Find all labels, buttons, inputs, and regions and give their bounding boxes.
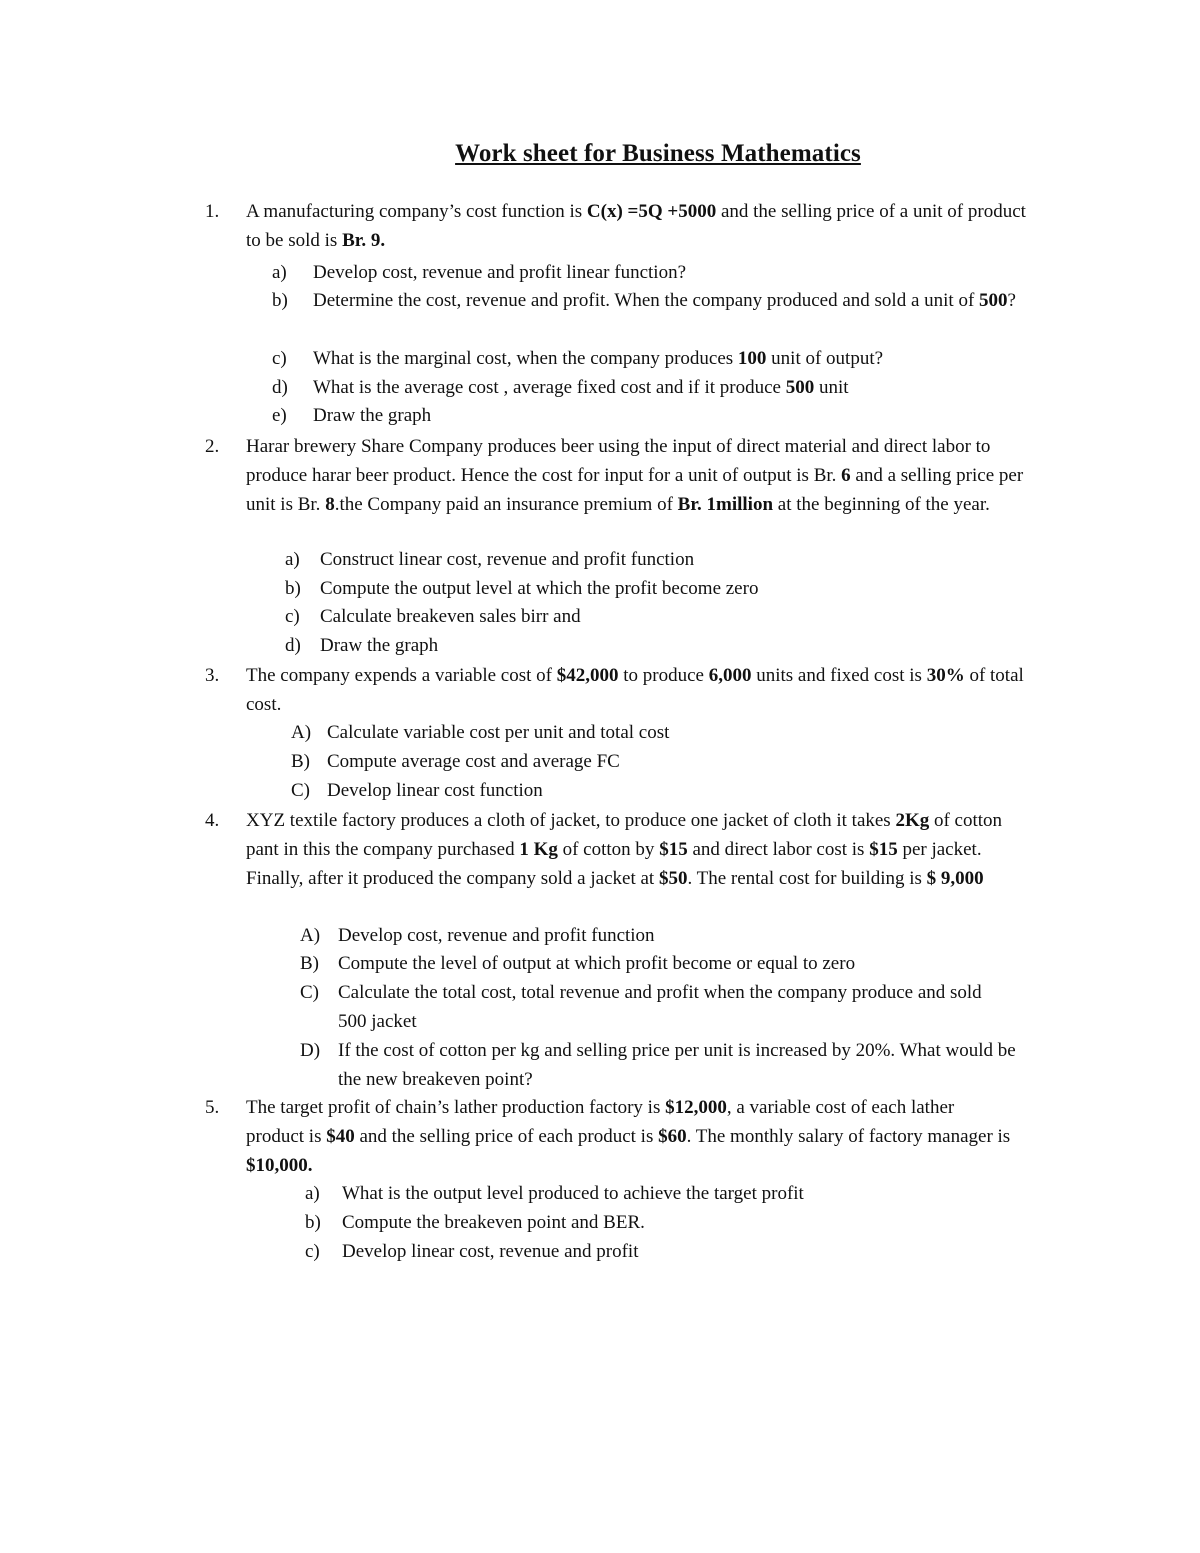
text-run: Determine the cost, revenue and profit. When the company produced and sold a unit of bbox=[313, 290, 980, 311]
sub-label: A) bbox=[300, 925, 321, 946]
text-run: per jacket. Finally, after it produced the company sold a jacket at bbox=[246, 839, 982, 889]
text-run: If the cost of cotton per kg and selling price per unit is increased by 20%. What would be the new breakeven point? bbox=[338, 1040, 1016, 1090]
text-run: Develop cost, revenue and profit linear function? bbox=[313, 262, 686, 283]
question-text bbox=[246, 432, 1035, 519]
text-run: of cotton by bbox=[557, 839, 660, 860]
sub-question-4b bbox=[300, 949, 1035, 978]
text-run: Compute average cost and average FC bbox=[327, 751, 620, 772]
text-run: . The rental cost for building is bbox=[687, 868, 927, 889]
bold-value: Br. 1million bbox=[677, 494, 774, 515]
text-run: . The monthly salary of factory manager is bbox=[686, 1126, 1011, 1147]
sub-text bbox=[313, 401, 1032, 430]
sub-text bbox=[342, 1208, 1005, 1237]
bold-value: C(x) =5Q +5000 bbox=[586, 201, 717, 222]
sub-label: A) bbox=[291, 722, 312, 743]
question-5 bbox=[205, 1093, 1015, 1180]
text-run: The target profit of chain’s lather production factory is bbox=[246, 1097, 666, 1118]
sub-question-3c bbox=[291, 776, 1031, 805]
sub-label: e) bbox=[272, 405, 287, 426]
text-run: What is the marginal cost, when the company produces bbox=[313, 348, 738, 369]
text-run: Calculate the total cost, total revenue and profit when the company produce and sold 500 jacket bbox=[338, 982, 982, 1032]
bold-value: $ 9,000 bbox=[926, 868, 984, 889]
bold-value: $50 bbox=[658, 868, 688, 889]
text-run: at the beginning of the year. bbox=[773, 494, 990, 515]
sub-question-5a bbox=[305, 1179, 1005, 1208]
text-run: Develop cost, revenue and profit function bbox=[338, 925, 655, 946]
sub-question-2d bbox=[285, 631, 1025, 660]
sub-question-1d bbox=[272, 373, 1032, 402]
sub-label: B) bbox=[300, 953, 319, 974]
text-run: Develop linear cost function bbox=[327, 780, 543, 801]
bold-value: $10,000. bbox=[246, 1155, 313, 1176]
sub-question-5b bbox=[305, 1208, 1005, 1237]
text-run: unit of output? bbox=[766, 348, 884, 369]
text-run: Compute the output level at which the profit become zero bbox=[320, 578, 759, 599]
text-run: Harar brewery Share Company produces beer using the input of direct material and direct labor to produce harar beer product. Hence the cost for input for a unit of output is Br. bbox=[246, 436, 991, 486]
sub-question-5c bbox=[305, 1237, 1005, 1266]
question-2 bbox=[205, 432, 1035, 519]
sub-text bbox=[313, 258, 1032, 287]
sub-label: c) bbox=[285, 606, 300, 627]
text-run: units and fixed cost is bbox=[751, 665, 927, 686]
sub-label: b) bbox=[305, 1212, 321, 1233]
sub-question-1c bbox=[272, 344, 1032, 373]
sub-text bbox=[320, 545, 1025, 574]
sub-label: d) bbox=[285, 635, 301, 656]
text-run: What is the output level produced to achieve the target profit bbox=[342, 1183, 804, 1204]
sub-question-2c bbox=[285, 602, 1025, 631]
sub-label: b) bbox=[272, 290, 288, 311]
text-run: Construct linear cost, revenue and profit function bbox=[320, 549, 695, 570]
text-run: Compute the level of output at which profit become or equal to zero bbox=[338, 953, 856, 974]
text-run: .the Company paid an insurance premium of bbox=[334, 494, 678, 515]
sub-text bbox=[338, 949, 1035, 978]
text-run: What is the average cost , average fixed cost and if it produce bbox=[313, 377, 786, 398]
question-number: 2. bbox=[205, 436, 220, 457]
sub-text bbox=[313, 344, 1032, 373]
bold-value: 2Kg bbox=[895, 810, 930, 831]
text-run: Calculate variable cost per unit and total cost bbox=[327, 722, 670, 743]
bold-value: $15 bbox=[869, 839, 898, 860]
bold-value: 6,000 bbox=[708, 665, 752, 686]
bold-value: 1 Kg bbox=[519, 839, 558, 860]
sub-question-2b bbox=[285, 574, 1025, 603]
text-run: Develop linear cost, revenue and profit bbox=[342, 1241, 639, 1262]
bold-value: 6 bbox=[841, 465, 851, 486]
text-run: XYZ textile factory produces a cloth of jacket, to produce one jacket of cloth it takes bbox=[246, 810, 896, 831]
sub-question-1b bbox=[272, 286, 1032, 315]
sub-text bbox=[313, 373, 1032, 402]
question-text bbox=[246, 197, 1045, 255]
worksheet-title: Work sheet for Business Mathematics bbox=[455, 140, 861, 167]
question-number: 1. bbox=[205, 201, 220, 222]
text-run: of cotton pant in this the company purchased bbox=[246, 810, 1003, 860]
bold-value: Br. 9. bbox=[342, 230, 386, 251]
sub-question-3a bbox=[291, 718, 1031, 747]
sub-question-1e bbox=[272, 401, 1032, 430]
text-run: Calculate breakeven sales birr and bbox=[320, 606, 581, 627]
bold-value: $42,000 bbox=[556, 665, 619, 686]
sub-text bbox=[338, 1036, 1035, 1094]
sub-label: a) bbox=[305, 1183, 320, 1204]
sub-label: B) bbox=[291, 751, 310, 772]
text-run: and a selling price per unit is Br. bbox=[246, 465, 1024, 515]
bold-value: $60 bbox=[658, 1126, 687, 1147]
sub-label: b) bbox=[285, 578, 301, 599]
sub-text bbox=[313, 286, 1032, 315]
text-run: A manufacturing company’s cost function is bbox=[246, 201, 587, 222]
question-text bbox=[246, 1093, 1015, 1180]
sub-label: c) bbox=[272, 348, 287, 369]
sub-text bbox=[320, 602, 1025, 631]
sub-text bbox=[342, 1237, 1005, 1266]
question-1 bbox=[205, 197, 1045, 255]
sub-text bbox=[327, 718, 1031, 747]
sub-question-3b bbox=[291, 747, 1031, 776]
bold-value: $15 bbox=[659, 839, 688, 860]
text-run: Draw the graph bbox=[320, 635, 439, 656]
bold-value: 30% bbox=[926, 665, 965, 686]
text-run: Compute the breakeven point and BER. bbox=[342, 1212, 645, 1233]
text-run: to produce bbox=[618, 665, 709, 686]
text-run: and direct labor cost is bbox=[687, 839, 870, 860]
sub-text bbox=[338, 921, 1035, 950]
sub-text bbox=[342, 1179, 1005, 1208]
bold-value: $40 bbox=[326, 1126, 355, 1147]
bold-value: 8 bbox=[325, 494, 335, 515]
text-run: unit bbox=[814, 377, 849, 398]
sub-text bbox=[338, 978, 1000, 1036]
text-run: Draw the graph bbox=[313, 405, 432, 426]
sub-label: C) bbox=[291, 780, 310, 801]
sub-label: d) bbox=[272, 377, 288, 398]
sub-label: a) bbox=[285, 549, 300, 570]
sub-text bbox=[327, 747, 1031, 776]
bold-value: $12,000 bbox=[665, 1097, 727, 1118]
question-3 bbox=[205, 661, 1035, 719]
text-run: and the selling price of each product is bbox=[354, 1126, 659, 1147]
text-run: , a variable cost of each lather product is bbox=[246, 1097, 955, 1147]
sub-question-4d bbox=[300, 1036, 1035, 1094]
question-number: 3. bbox=[205, 665, 220, 686]
sub-question-2a bbox=[285, 545, 1025, 574]
question-number: 5. bbox=[205, 1097, 220, 1118]
sub-question-4c bbox=[300, 978, 1000, 1036]
question-number: 4. bbox=[205, 810, 220, 831]
text-run: The company expends a variable cost of bbox=[246, 665, 557, 686]
bold-value: 100 bbox=[737, 348, 767, 369]
question-text bbox=[246, 806, 1035, 893]
text-run: ? bbox=[1007, 290, 1016, 311]
sub-question-4a bbox=[300, 921, 1035, 950]
question-text bbox=[246, 661, 1035, 719]
text-run: of total cost. bbox=[246, 665, 1024, 715]
question-4 bbox=[205, 806, 1035, 893]
sub-label: D) bbox=[300, 1040, 321, 1061]
sub-label: c) bbox=[305, 1241, 320, 1262]
sub-label: C) bbox=[300, 982, 319, 1003]
sub-label: a) bbox=[272, 262, 287, 283]
sub-question-1a bbox=[272, 258, 1032, 287]
sub-text bbox=[320, 631, 1025, 660]
sub-text bbox=[320, 574, 1025, 603]
bold-value: 500 bbox=[785, 377, 815, 398]
text-run: and the selling price of a unit of product to be sold is bbox=[246, 201, 1026, 251]
sub-text bbox=[327, 776, 1031, 805]
bold-value: 500 bbox=[979, 290, 1008, 311]
